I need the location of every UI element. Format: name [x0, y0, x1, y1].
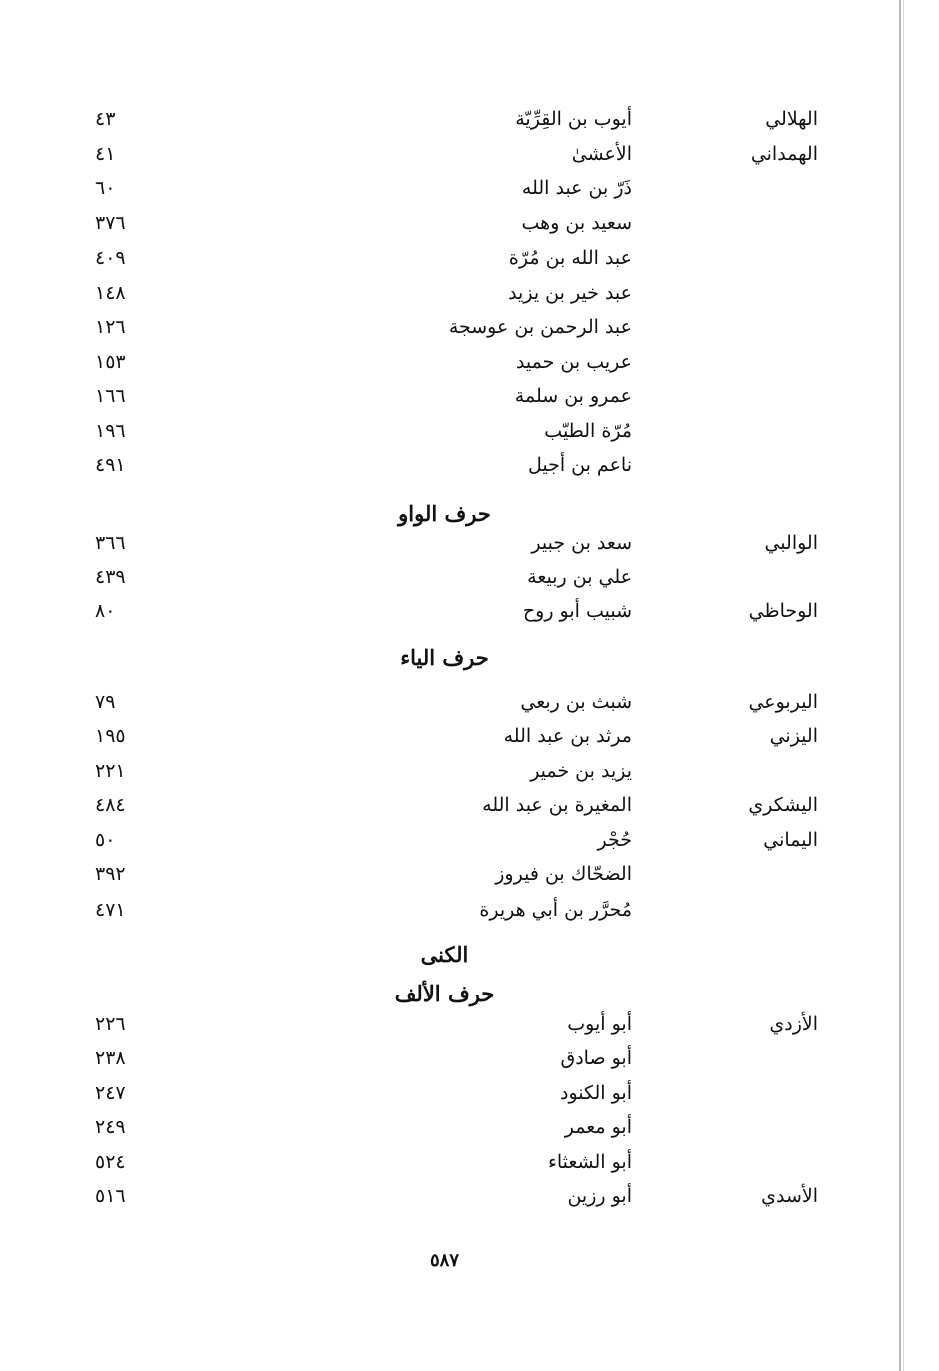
page-ref: ٤٩١: [95, 454, 126, 476]
narrator-name: ناعم بن أجيل: [527, 454, 632, 476]
narrator-name: مُرّة الطيّب: [544, 420, 632, 442]
page-ref: ٨٠: [95, 600, 116, 622]
page-ref: ٥٢٤: [95, 1151, 126, 1173]
narrator-name: المغيرة بن عبد الله: [482, 794, 632, 816]
narrator-name: عبد الرحمن بن عوسجة: [448, 316, 632, 338]
narrator-name: مُحرَّر بن أبي هريرة: [479, 899, 632, 921]
page-binding-edge-shadow: [903, 0, 904, 1371]
section-heading-waw: حرف الواو: [398, 501, 491, 526]
narrator-name: أبو الكنود: [560, 1082, 632, 1104]
index-row: [0, 1078, 900, 1112]
nisba: الوالبي: [764, 532, 818, 554]
index-row: [0, 562, 900, 596]
page-number: ٥٨٧: [429, 1250, 459, 1271]
index-row: [0, 895, 900, 929]
narrator-name: أبو أيوب: [567, 1013, 632, 1035]
page-ref: ٤٣٩: [95, 566, 126, 588]
index-row: [0, 1112, 900, 1146]
index-row: [0, 104, 900, 138]
page-ref: ٥١٦: [95, 1185, 126, 1207]
index-row: [0, 1147, 900, 1181]
index-row: [0, 756, 900, 790]
narrator-name: عبد الله بن مُرّة: [508, 247, 632, 269]
narrator-name: شبث بن ربعي: [520, 691, 632, 713]
index-row: [0, 859, 900, 893]
page-ref: ٤٧١: [95, 899, 126, 921]
index-row: [0, 173, 900, 207]
index-row: [0, 687, 900, 721]
index-row: [0, 278, 900, 312]
narrator-name: عمرو بن سلمة: [514, 385, 632, 407]
page-ref: ١٩٦: [95, 420, 126, 442]
narrator-name: عبد خير بن يزيد: [508, 282, 632, 304]
narrator-name: سعيد بن وهب: [521, 212, 632, 234]
index-row: [0, 1009, 900, 1043]
narrator-name: أبو الشعثاء: [547, 1151, 632, 1173]
nisba: الهلالي: [765, 108, 818, 130]
page-ref: ٢٤٧: [95, 1082, 126, 1104]
index-row: [0, 139, 900, 173]
page-ref: ١٥٣: [95, 351, 126, 373]
index-row: [0, 416, 900, 450]
page-ref: ١٤٨: [95, 282, 126, 304]
page-ref: ٧٩: [95, 691, 116, 713]
narrator-name: يزيد بن خمير: [530, 760, 632, 782]
page-ref: ٦٠: [95, 177, 116, 199]
index-row: [0, 450, 900, 484]
page-ref: ٤٨٤: [95, 794, 126, 816]
section-title-kuna: الكنى: [420, 942, 469, 967]
index-row: [0, 1181, 900, 1215]
page-ref: ٢٢٦: [95, 1013, 126, 1035]
page-ref: ٢٣٨: [95, 1047, 126, 1069]
page-ref: ٢٢١: [95, 760, 126, 782]
nisba: اليزني: [769, 725, 818, 747]
index-row: [0, 790, 900, 824]
nisba: اليشكري: [748, 794, 818, 816]
narrator-name: سعد بن جبير: [531, 532, 632, 554]
narrator-name: أيوب بن القِرِّيّة: [515, 108, 632, 130]
page-ref: ٤١: [95, 143, 116, 165]
narrator-name: عريب بن حميد: [515, 351, 632, 373]
index-row: [0, 528, 900, 562]
index-row: [0, 243, 900, 277]
page-ref: ٣٦٦: [95, 532, 126, 554]
nisba: الأسدي: [761, 1185, 818, 1207]
page-ref: ١٩٥: [95, 725, 126, 747]
index-row: [0, 208, 900, 242]
page-ref: ٥٠: [95, 829, 116, 851]
page-ref: ٣٧٦: [95, 212, 126, 234]
index-row: [0, 347, 900, 381]
nisba: اليماني: [763, 829, 818, 851]
narrator-name: حُجْر: [597, 829, 632, 851]
index-row: [0, 721, 900, 755]
narrator-name: مرثد بن عبد الله: [503, 725, 632, 747]
page-ref: ٤٣: [95, 108, 116, 130]
nisba: الأزدي: [769, 1013, 818, 1035]
index-row: [0, 596, 900, 630]
narrator-name: أبو صادق: [560, 1047, 632, 1069]
page-ref: ٤٠٩: [95, 247, 126, 269]
page-ref: ٢٤٩: [95, 1116, 126, 1138]
narrator-name: الضحّاك بن فيروز: [495, 863, 632, 885]
section-heading-alif: حرف الألف: [394, 981, 495, 1006]
index-row: [0, 1043, 900, 1077]
nisba: اليربوعي: [748, 691, 818, 713]
index-row: [0, 825, 900, 859]
nisba: الوحاظي: [748, 600, 818, 622]
index-row: [0, 312, 900, 346]
narrator-name: ذَرّ بن عبد الله: [521, 177, 632, 199]
narrator-name: شبيب أبو روح: [522, 600, 632, 622]
page-ref: ٣٩٢: [95, 863, 126, 885]
narrator-name: علي بن ربيعة: [527, 566, 632, 588]
index-row: [0, 381, 900, 415]
section-heading-ya: حرف الياء: [400, 645, 489, 670]
page-ref: ١٢٦: [95, 316, 126, 338]
narrator-name: أبو رزين: [567, 1185, 632, 1207]
narrator-name: أبو معمر: [564, 1116, 632, 1138]
narrator-name: الأعشىٰ: [571, 143, 632, 165]
page-ref: ١٦٦: [95, 385, 126, 407]
nisba: الهمداني: [750, 143, 818, 165]
